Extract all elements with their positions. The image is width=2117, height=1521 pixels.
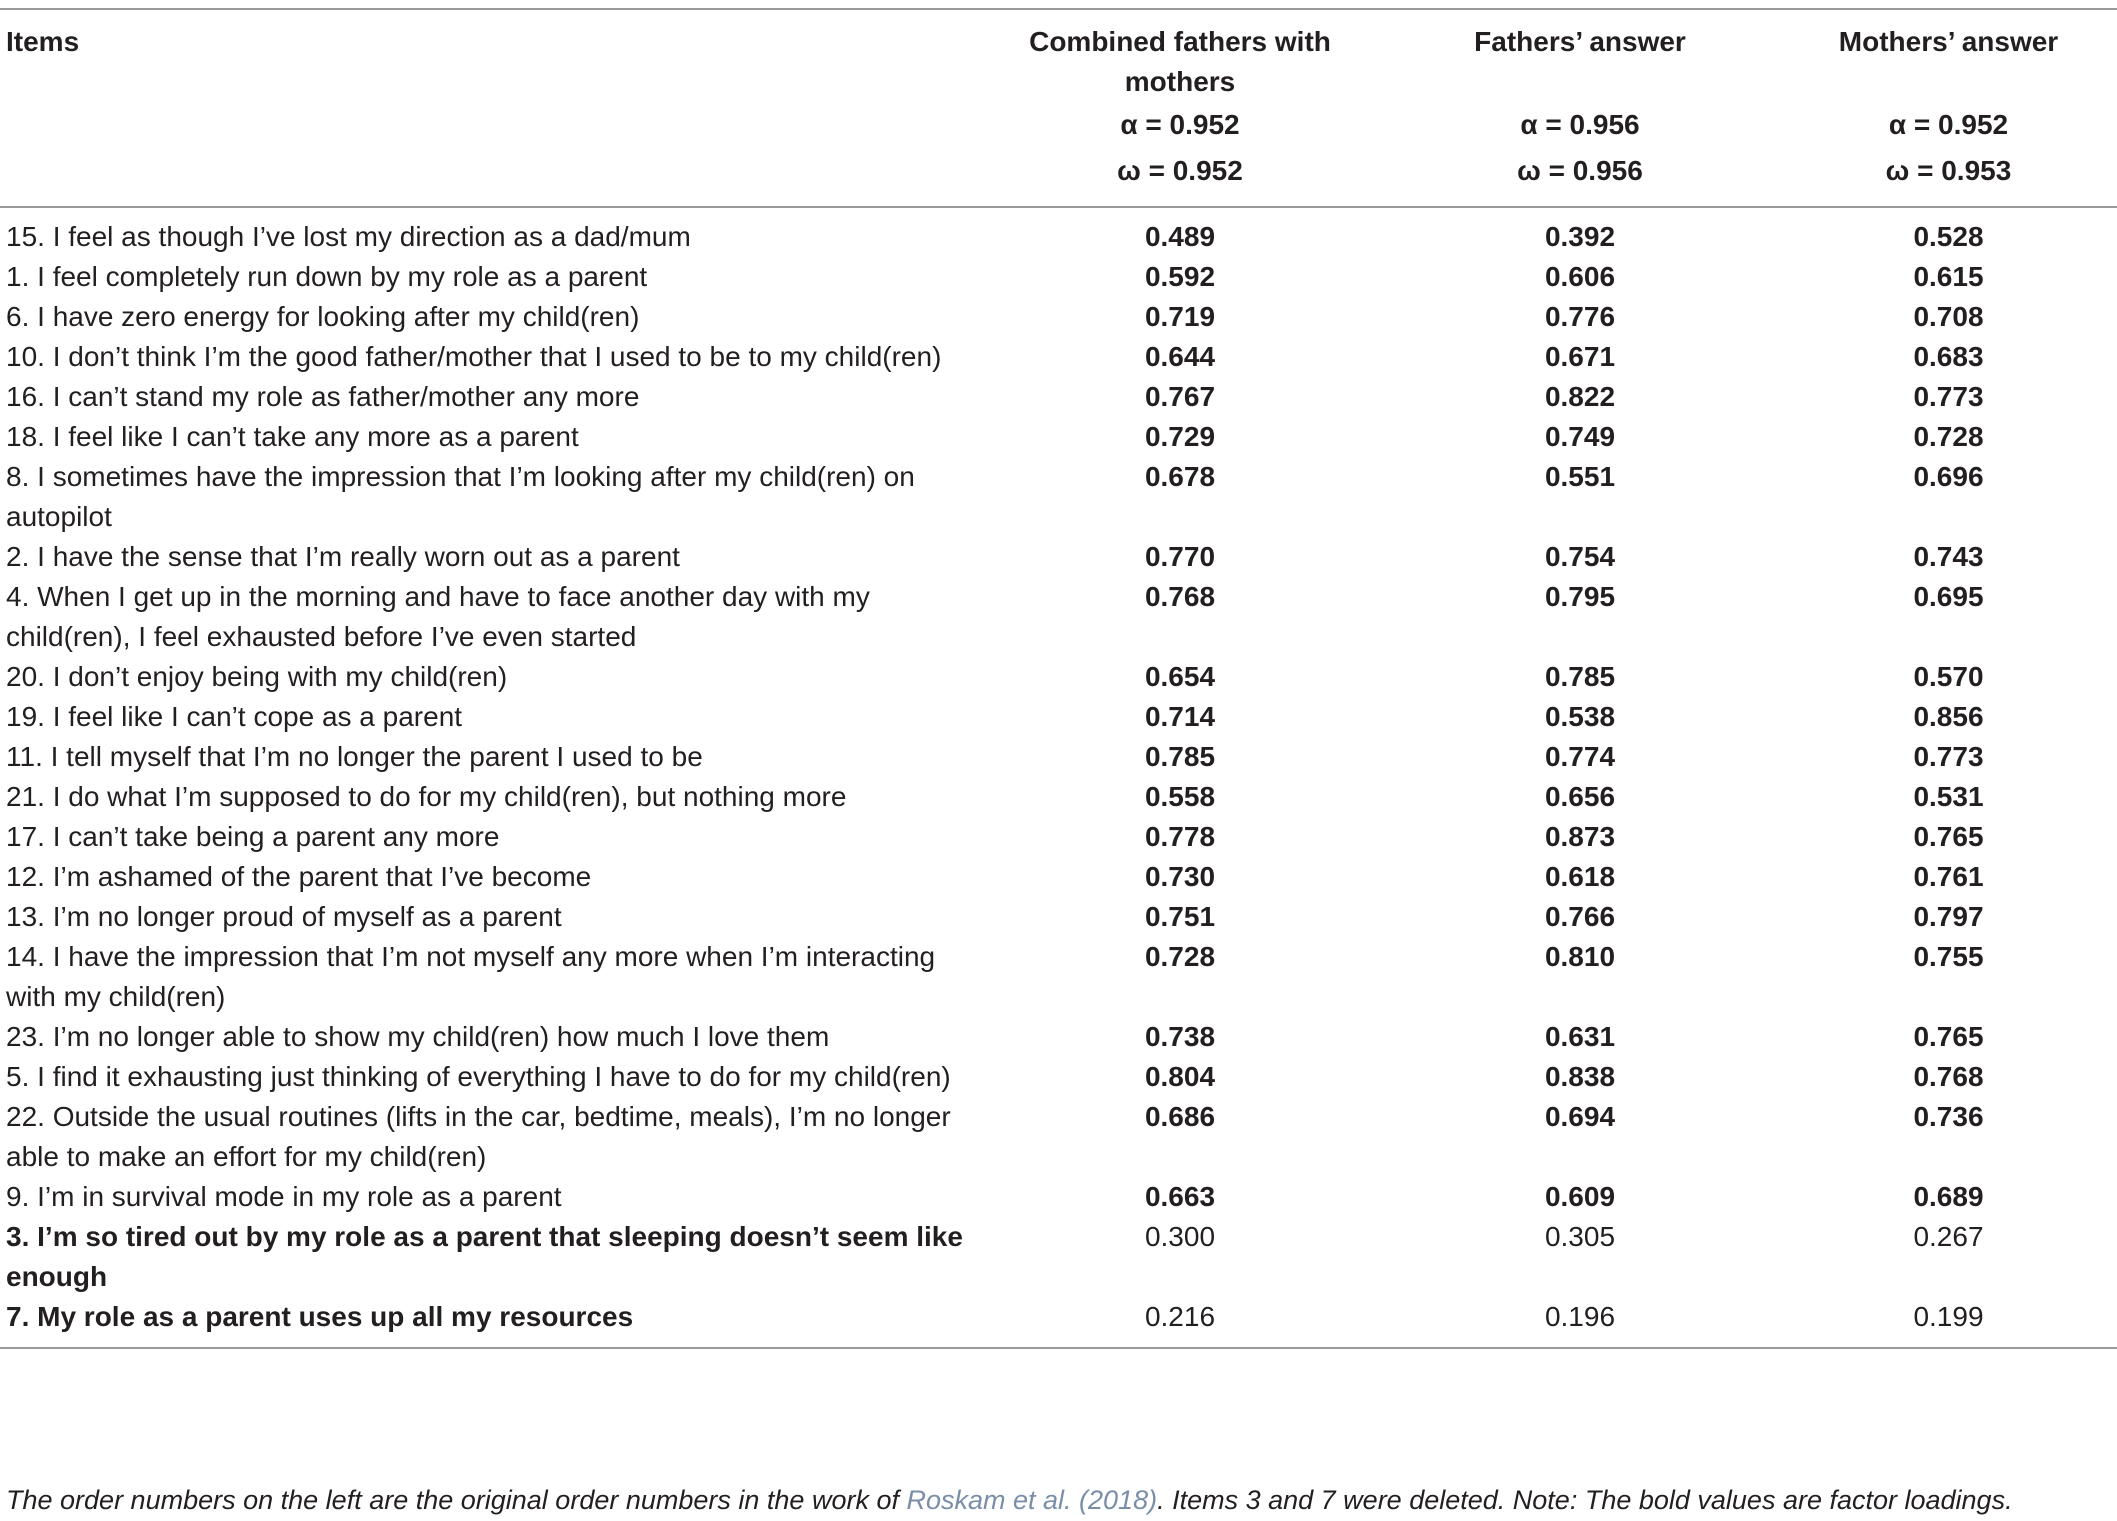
item-text: 1. I feel completely run down by my role as a parent xyxy=(6,261,648,292)
mothers-value: 0.199 xyxy=(1780,1297,2117,1348)
combined-value: 0.728 xyxy=(1144,941,1216,972)
mothers-value: 0.765 xyxy=(1913,821,1984,852)
mothers-value: 0.743 xyxy=(1913,541,1984,572)
mothers-value: 0.761 xyxy=(1913,861,1984,892)
mothers-value: 0.755 xyxy=(1913,941,1984,972)
fathers-value: 0.609 xyxy=(1544,1181,1616,1212)
item-text: 14. I have the impression that I’m not myself any more when I’m interacting with my child(ren) xyxy=(6,941,936,1012)
mothers-value: 0.528 xyxy=(1913,221,1984,252)
table-row xyxy=(0,337,2117,377)
item-text: 3. I’m so tired out by my role as a parent that sleeping doesn’t seem like enough xyxy=(6,1221,963,1292)
reference-link[interactable]: Roskam et al. (2018) xyxy=(906,1485,1158,1515)
item-text: 7. My role as a parent uses up all my resources xyxy=(0,1297,980,1348)
footnote-text-after: . Items 3 and 7 were deleted. Note: The bold values are factor loadings. xyxy=(1157,1485,2013,1515)
mothers-value: 0.765 xyxy=(1913,1021,1984,1052)
table-row xyxy=(0,697,2117,737)
table-row xyxy=(0,297,2117,337)
table-row xyxy=(0,897,2117,937)
mothers-value: 0.531 xyxy=(1913,781,1984,812)
item-text: 15. I feel as though I’ve lost my direction as a dad/mum xyxy=(6,221,691,252)
header-fathers xyxy=(1380,9,1780,207)
item-text: 12. I’m ashamed of the parent that I’ve become xyxy=(6,861,592,892)
fathers-value: 0.631 xyxy=(1544,1021,1616,1052)
table-row xyxy=(0,377,2117,417)
table-row xyxy=(0,1057,2117,1097)
table-row xyxy=(0,417,2117,457)
combined-value: 0.216 xyxy=(980,1297,1380,1348)
combined-value: 0.719 xyxy=(1144,301,1216,332)
fathers-value: 0.606 xyxy=(1544,261,1616,292)
header-fathers-title: Fathers’ answer xyxy=(1474,26,1686,57)
mothers-value: 0.689 xyxy=(1913,1181,1984,1212)
header-combined-title: Combined fathers with mothers xyxy=(1029,26,1331,97)
combined-value: 0.300 xyxy=(1144,1221,1216,1252)
header-items: Items xyxy=(0,9,980,207)
item-text: 13. I’m no longer proud of myself as a parent xyxy=(6,901,562,932)
item-text: 5. I find it exhausting just thinking of everything I have to do for my child(ren) xyxy=(6,1061,951,1092)
mothers-value: 0.736 xyxy=(1913,1101,1984,1132)
table-row xyxy=(0,537,2117,577)
mothers-omega: ω = 0.953 xyxy=(1885,155,2012,186)
item-text: 2. I have the sense that I’m really worn out as a parent xyxy=(6,541,680,572)
fathers-value: 0.196 xyxy=(1380,1297,1780,1348)
fathers-value: 0.776 xyxy=(1544,301,1616,332)
table-row xyxy=(0,207,2117,257)
fathers-value: 0.810 xyxy=(1544,941,1616,972)
fathers-value: 0.305 xyxy=(1544,1221,1616,1252)
mothers-value: 0.708 xyxy=(1913,301,1984,332)
table-row xyxy=(0,1097,2117,1177)
item-text: 6. I have zero energy for looking after my child(ren) xyxy=(6,301,640,332)
fathers-value: 0.795 xyxy=(1544,581,1616,612)
combined-value: 0.558 xyxy=(1144,781,1216,812)
combined-omega: ω = 0.952 xyxy=(1117,155,1243,186)
combined-value: 0.592 xyxy=(1144,261,1216,292)
table-row xyxy=(0,257,2117,297)
combined-value: 0.751 xyxy=(1144,901,1216,932)
table-row xyxy=(0,937,2117,1017)
footnote-text-before: The order numbers on the left are the original order numbers in the work of xyxy=(6,1485,907,1515)
mothers-value: 0.696 xyxy=(1913,461,1984,492)
header-mothers xyxy=(1780,9,2117,207)
fathers-value: 0.671 xyxy=(1544,341,1616,372)
combined-value: 0.785 xyxy=(1144,741,1216,772)
item-text: 20. I don’t enjoy being with my child(ren) xyxy=(6,661,508,692)
fathers-value: 0.749 xyxy=(1544,421,1616,452)
item-text: 18. I feel like I can’t take any more as a parent xyxy=(6,421,579,452)
header-mothers-title: Mothers’ answer xyxy=(1838,26,2059,57)
mothers-value: 0.773 xyxy=(1913,381,1984,412)
item-text: 22. Outside the usual routines (lifts in the car, bedtime, meals), I’m no longer able to make an effort for my child(ren) xyxy=(6,1101,951,1172)
mothers-value: 0.797 xyxy=(1913,901,1984,932)
mothers-value: 0.856 xyxy=(1913,701,1984,732)
mothers-value: 0.695 xyxy=(1913,581,1984,612)
table-row-deleted xyxy=(0,1297,2117,1348)
table-row xyxy=(0,457,2117,537)
combined-value: 0.804 xyxy=(1144,1061,1216,1092)
item-text: 10. I don’t think I’m the good father/mother that I used to be to my child(ren) xyxy=(6,341,942,372)
fathers-value: 0.538 xyxy=(1544,701,1616,732)
fathers-value: 0.656 xyxy=(1544,781,1616,812)
item-text: 17. I can’t take being a parent any more xyxy=(6,821,500,852)
table-row xyxy=(0,577,2117,657)
table-row xyxy=(0,737,2117,777)
table-footnote xyxy=(6,1482,2106,1518)
mothers-value: 0.267 xyxy=(1913,1221,1984,1252)
combined-alpha: α = 0.952 xyxy=(1120,109,1240,140)
combined-value: 0.686 xyxy=(1144,1101,1216,1132)
item-text: 19. I feel like I can’t cope as a parent xyxy=(6,701,463,732)
mothers-value: 0.615 xyxy=(1913,261,1984,292)
fathers-value: 0.392 xyxy=(1544,221,1616,252)
table-row xyxy=(0,857,2117,897)
item-text: 23. I’m no longer able to show my child(ren) how much I love them xyxy=(6,1021,830,1052)
item-text: 11. I tell myself that I’m no longer the parent I used to be xyxy=(6,741,703,772)
table-row xyxy=(0,1017,2117,1057)
fathers-omega: ω = 0.956 xyxy=(1517,155,1643,186)
combined-value: 0.778 xyxy=(1144,821,1216,852)
fathers-value: 0.766 xyxy=(1544,901,1616,932)
fathers-value: 0.754 xyxy=(1544,541,1616,572)
fathers-alpha: α = 0.956 xyxy=(1520,109,1640,140)
combined-value: 0.489 xyxy=(1144,221,1216,252)
combined-value: 0.767 xyxy=(1144,381,1216,412)
combined-value: 0.729 xyxy=(1144,421,1216,452)
fathers-value: 0.694 xyxy=(1544,1101,1616,1132)
item-text: 4. When I get up in the morning and have to face another day with my child(ren), I feel exhausted before I’ve even started xyxy=(6,581,870,652)
combined-value: 0.730 xyxy=(1144,861,1216,892)
mothers-alpha: α = 0.952 xyxy=(1888,109,2009,140)
fathers-value: 0.618 xyxy=(1544,861,1616,892)
mothers-value: 0.773 xyxy=(1913,741,1984,772)
item-text: 16. I can’t stand my role as father/mother any more xyxy=(6,381,640,412)
mothers-value: 0.728 xyxy=(1913,421,1984,452)
fathers-value: 0.838 xyxy=(1544,1061,1616,1092)
combined-value: 0.663 xyxy=(1144,1181,1216,1212)
combined-value: 0.738 xyxy=(1144,1021,1216,1052)
combined-value: 0.768 xyxy=(1144,581,1216,612)
combined-value: 0.714 xyxy=(1144,701,1216,732)
mothers-value: 0.768 xyxy=(1913,1061,1984,1092)
header-combined xyxy=(980,9,1380,207)
combined-value: 0.654 xyxy=(1144,661,1216,692)
combined-value: 0.770 xyxy=(1144,541,1216,572)
fathers-value: 0.822 xyxy=(1544,381,1616,412)
mothers-value: 0.570 xyxy=(1913,661,1984,692)
fathers-value: 0.785 xyxy=(1544,661,1616,692)
mothers-value: 0.683 xyxy=(1913,341,1984,372)
combined-value: 0.644 xyxy=(1144,341,1216,372)
header-row xyxy=(0,9,2117,207)
table-row xyxy=(0,777,2117,817)
table-row xyxy=(0,1177,2117,1217)
fathers-value: 0.873 xyxy=(1544,821,1616,852)
fathers-value: 0.551 xyxy=(1544,461,1616,492)
table-row xyxy=(0,657,2117,697)
combined-value: 0.678 xyxy=(1144,461,1216,492)
table-row xyxy=(0,817,2117,857)
table-row-deleted xyxy=(0,1217,2117,1297)
item-text: 9. I’m in survival mode in my role as a parent xyxy=(6,1181,562,1212)
factor-loadings-table xyxy=(0,8,2117,1349)
fathers-value: 0.774 xyxy=(1544,741,1616,772)
item-text: 21. I do what I’m supposed to do for my child(ren), but nothing more xyxy=(6,781,847,812)
item-text: 8. I sometimes have the impression that I’m looking after my child(ren) on autopilot xyxy=(6,461,915,532)
